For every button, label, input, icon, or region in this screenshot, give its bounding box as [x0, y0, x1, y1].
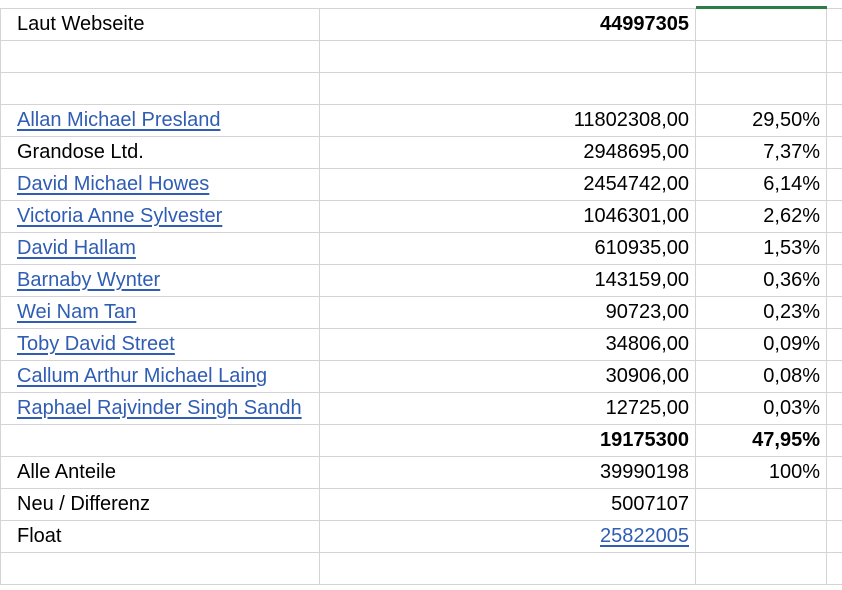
- cell-name[interactable]: [0, 137, 320, 169]
- cell-value[interactable]: [320, 105, 696, 137]
- cell-percent[interactable]: [696, 73, 827, 105]
- cell-name[interactable]: [0, 201, 320, 233]
- cell-empty[interactable]: [827, 233, 842, 265]
- cell-text: 0,08%: [763, 365, 820, 387]
- cell-text: 34806,00: [605, 333, 689, 355]
- cell-empty[interactable]: [827, 265, 842, 297]
- cell-name[interactable]: [0, 233, 320, 265]
- cell-text: Neu / Differenz: [17, 493, 151, 515]
- table-row: [0, 521, 842, 553]
- cell-text: 0,09%: [763, 333, 820, 355]
- cell-value[interactable]: [320, 553, 696, 585]
- cell-name[interactable]: [0, 105, 320, 137]
- cell-value[interactable]: [320, 361, 696, 393]
- table-row: [0, 361, 842, 393]
- cell-percent[interactable]: [696, 9, 827, 41]
- cell-text: 90723,00: [605, 301, 689, 323]
- shareholder-link[interactable]: Allan Michael Presland: [17, 109, 221, 131]
- cell-empty[interactable]: [827, 201, 842, 233]
- cell-value[interactable]: [320, 41, 696, 73]
- cell-empty[interactable]: [827, 457, 842, 489]
- cell-text: 0,36%: [763, 269, 820, 291]
- cell-value[interactable]: [320, 201, 696, 233]
- cell-text: 47,95%: [752, 429, 820, 451]
- cell-percent[interactable]: [696, 297, 827, 329]
- cell-percent[interactable]: [696, 169, 827, 201]
- cell-value[interactable]: [320, 489, 696, 521]
- cell-text: 0,03%: [763, 397, 820, 419]
- cell-empty[interactable]: [827, 521, 842, 553]
- cell-text: 0,23%: [763, 301, 820, 323]
- cell-text: 19175300: [600, 429, 689, 451]
- cell-percent[interactable]: [696, 137, 827, 169]
- cell-text: 5007107: [611, 493, 689, 515]
- cell-name[interactable]: [0, 521, 320, 553]
- cell-value[interactable]: [320, 169, 696, 201]
- table-row: [0, 41, 842, 73]
- table-row: [0, 457, 842, 489]
- cell-empty[interactable]: [827, 137, 842, 169]
- cell-value[interactable]: [320, 73, 696, 105]
- cell-name[interactable]: [0, 393, 320, 425]
- table-row: [0, 233, 842, 265]
- cell-percent[interactable]: [696, 41, 827, 73]
- cell-percent[interactable]: [696, 361, 827, 393]
- cell-empty[interactable]: [827, 297, 842, 329]
- shareholder-link[interactable]: Barnaby Wynter: [17, 269, 161, 291]
- cell-percent[interactable]: [696, 457, 827, 489]
- cell-text: 7,37%: [763, 141, 820, 163]
- cell-value[interactable]: [320, 297, 696, 329]
- cell-name[interactable]: [0, 297, 320, 329]
- cell-text: 1046301,00: [583, 205, 689, 227]
- cell-percent[interactable]: [696, 425, 827, 457]
- cell-name[interactable]: [0, 361, 320, 393]
- cell-percent[interactable]: [696, 265, 827, 297]
- cell-text: 2,62%: [763, 205, 820, 227]
- table-row: [0, 425, 842, 457]
- cell-value[interactable]: [320, 9, 696, 41]
- cell-empty[interactable]: [827, 73, 842, 105]
- cell-empty[interactable]: [827, 329, 842, 361]
- cell-value[interactable]: [320, 521, 696, 553]
- cell-text: 6,14%: [763, 173, 820, 195]
- value-link[interactable]: 25822005: [600, 525, 689, 547]
- shareholder-link[interactable]: Victoria Anne Sylvester: [17, 205, 223, 227]
- cell-value[interactable]: [320, 393, 696, 425]
- shareholder-link[interactable]: Raphael Rajvinder Singh Sandh: [17, 397, 302, 419]
- cell-text: 12725,00: [605, 397, 689, 419]
- cell-name[interactable]: [0, 553, 320, 585]
- cell-name[interactable]: [0, 9, 320, 41]
- cell-text: 39990198: [600, 461, 689, 483]
- table-row: [0, 201, 842, 233]
- cell-empty[interactable]: [827, 361, 842, 393]
- cell-text: 11802308,00: [573, 109, 689, 131]
- cell-text: Grandose Ltd.: [17, 141, 144, 163]
- cell-value[interactable]: [320, 265, 696, 297]
- cell-text: 610935,00: [594, 237, 689, 259]
- cell-name[interactable]: [0, 265, 320, 297]
- cell-empty[interactable]: [827, 105, 842, 137]
- cell-name[interactable]: [0, 329, 320, 361]
- cell-text: Laut Webseite: [17, 13, 145, 35]
- table-row: [0, 137, 842, 169]
- table-row: [0, 297, 842, 329]
- cell-percent[interactable]: [696, 201, 827, 233]
- cell-percent[interactable]: [696, 553, 827, 585]
- table-row: [0, 73, 842, 105]
- cell-text: 2948695,00: [583, 141, 689, 163]
- cell-value[interactable]: [320, 457, 696, 489]
- cell-name[interactable]: [0, 169, 320, 201]
- cell-text: 44997305: [600, 13, 689, 35]
- cell-name[interactable]: [0, 73, 320, 105]
- table-row: [0, 393, 842, 425]
- cell-text: Float: [17, 525, 62, 547]
- cell-text: 2454742,00: [583, 173, 689, 195]
- cell-text: 143159,00: [594, 269, 689, 291]
- table-row: [0, 105, 842, 137]
- cell-percent[interactable]: [696, 233, 827, 265]
- selection-indicator: [696, 6, 827, 9]
- cell-value[interactable]: [320, 233, 696, 265]
- shareholder-link[interactable]: David Michael Howes: [17, 173, 210, 195]
- cell-percent[interactable]: [696, 105, 827, 137]
- cell-name[interactable]: [0, 41, 320, 73]
- shareholder-link[interactable]: Callum Arthur Michael Laing: [17, 365, 268, 387]
- cell-empty[interactable]: [827, 553, 842, 585]
- cell-text: 100%: [768, 461, 820, 483]
- table-row: [0, 329, 842, 361]
- cell-empty[interactable]: [827, 425, 842, 457]
- cell-percent[interactable]: [696, 521, 827, 553]
- table-row: [0, 489, 842, 521]
- cell-percent[interactable]: [696, 489, 827, 521]
- shareholder-link[interactable]: Toby David Street: [17, 333, 175, 355]
- table-row: [0, 265, 842, 297]
- cell-text: 1,53%: [763, 237, 820, 259]
- cell-text: 30906,00: [605, 365, 689, 387]
- cell-value[interactable]: [320, 137, 696, 169]
- cell-empty[interactable]: [827, 9, 842, 41]
- table-row: [0, 553, 842, 585]
- cell-percent[interactable]: [696, 329, 827, 361]
- cell-text: 29,50%: [752, 109, 820, 131]
- cell-name[interactable]: [0, 457, 320, 489]
- shareholder-link[interactable]: David Hallam: [17, 237, 136, 259]
- cell-value[interactable]: [320, 425, 696, 457]
- cell-empty[interactable]: [827, 41, 842, 73]
- cell-text: Alle Anteile: [17, 461, 116, 483]
- cell-empty[interactable]: [827, 393, 842, 425]
- cell-value[interactable]: [320, 329, 696, 361]
- cell-name[interactable]: [0, 425, 320, 457]
- cell-percent[interactable]: [696, 393, 827, 425]
- table-row: [0, 169, 842, 201]
- shareholder-link[interactable]: Wei Nam Tan: [17, 301, 137, 323]
- cell-empty[interactable]: [827, 489, 842, 521]
- table-row: [0, 9, 842, 41]
- cell-empty[interactable]: [827, 169, 842, 201]
- cell-name[interactable]: [0, 489, 320, 521]
